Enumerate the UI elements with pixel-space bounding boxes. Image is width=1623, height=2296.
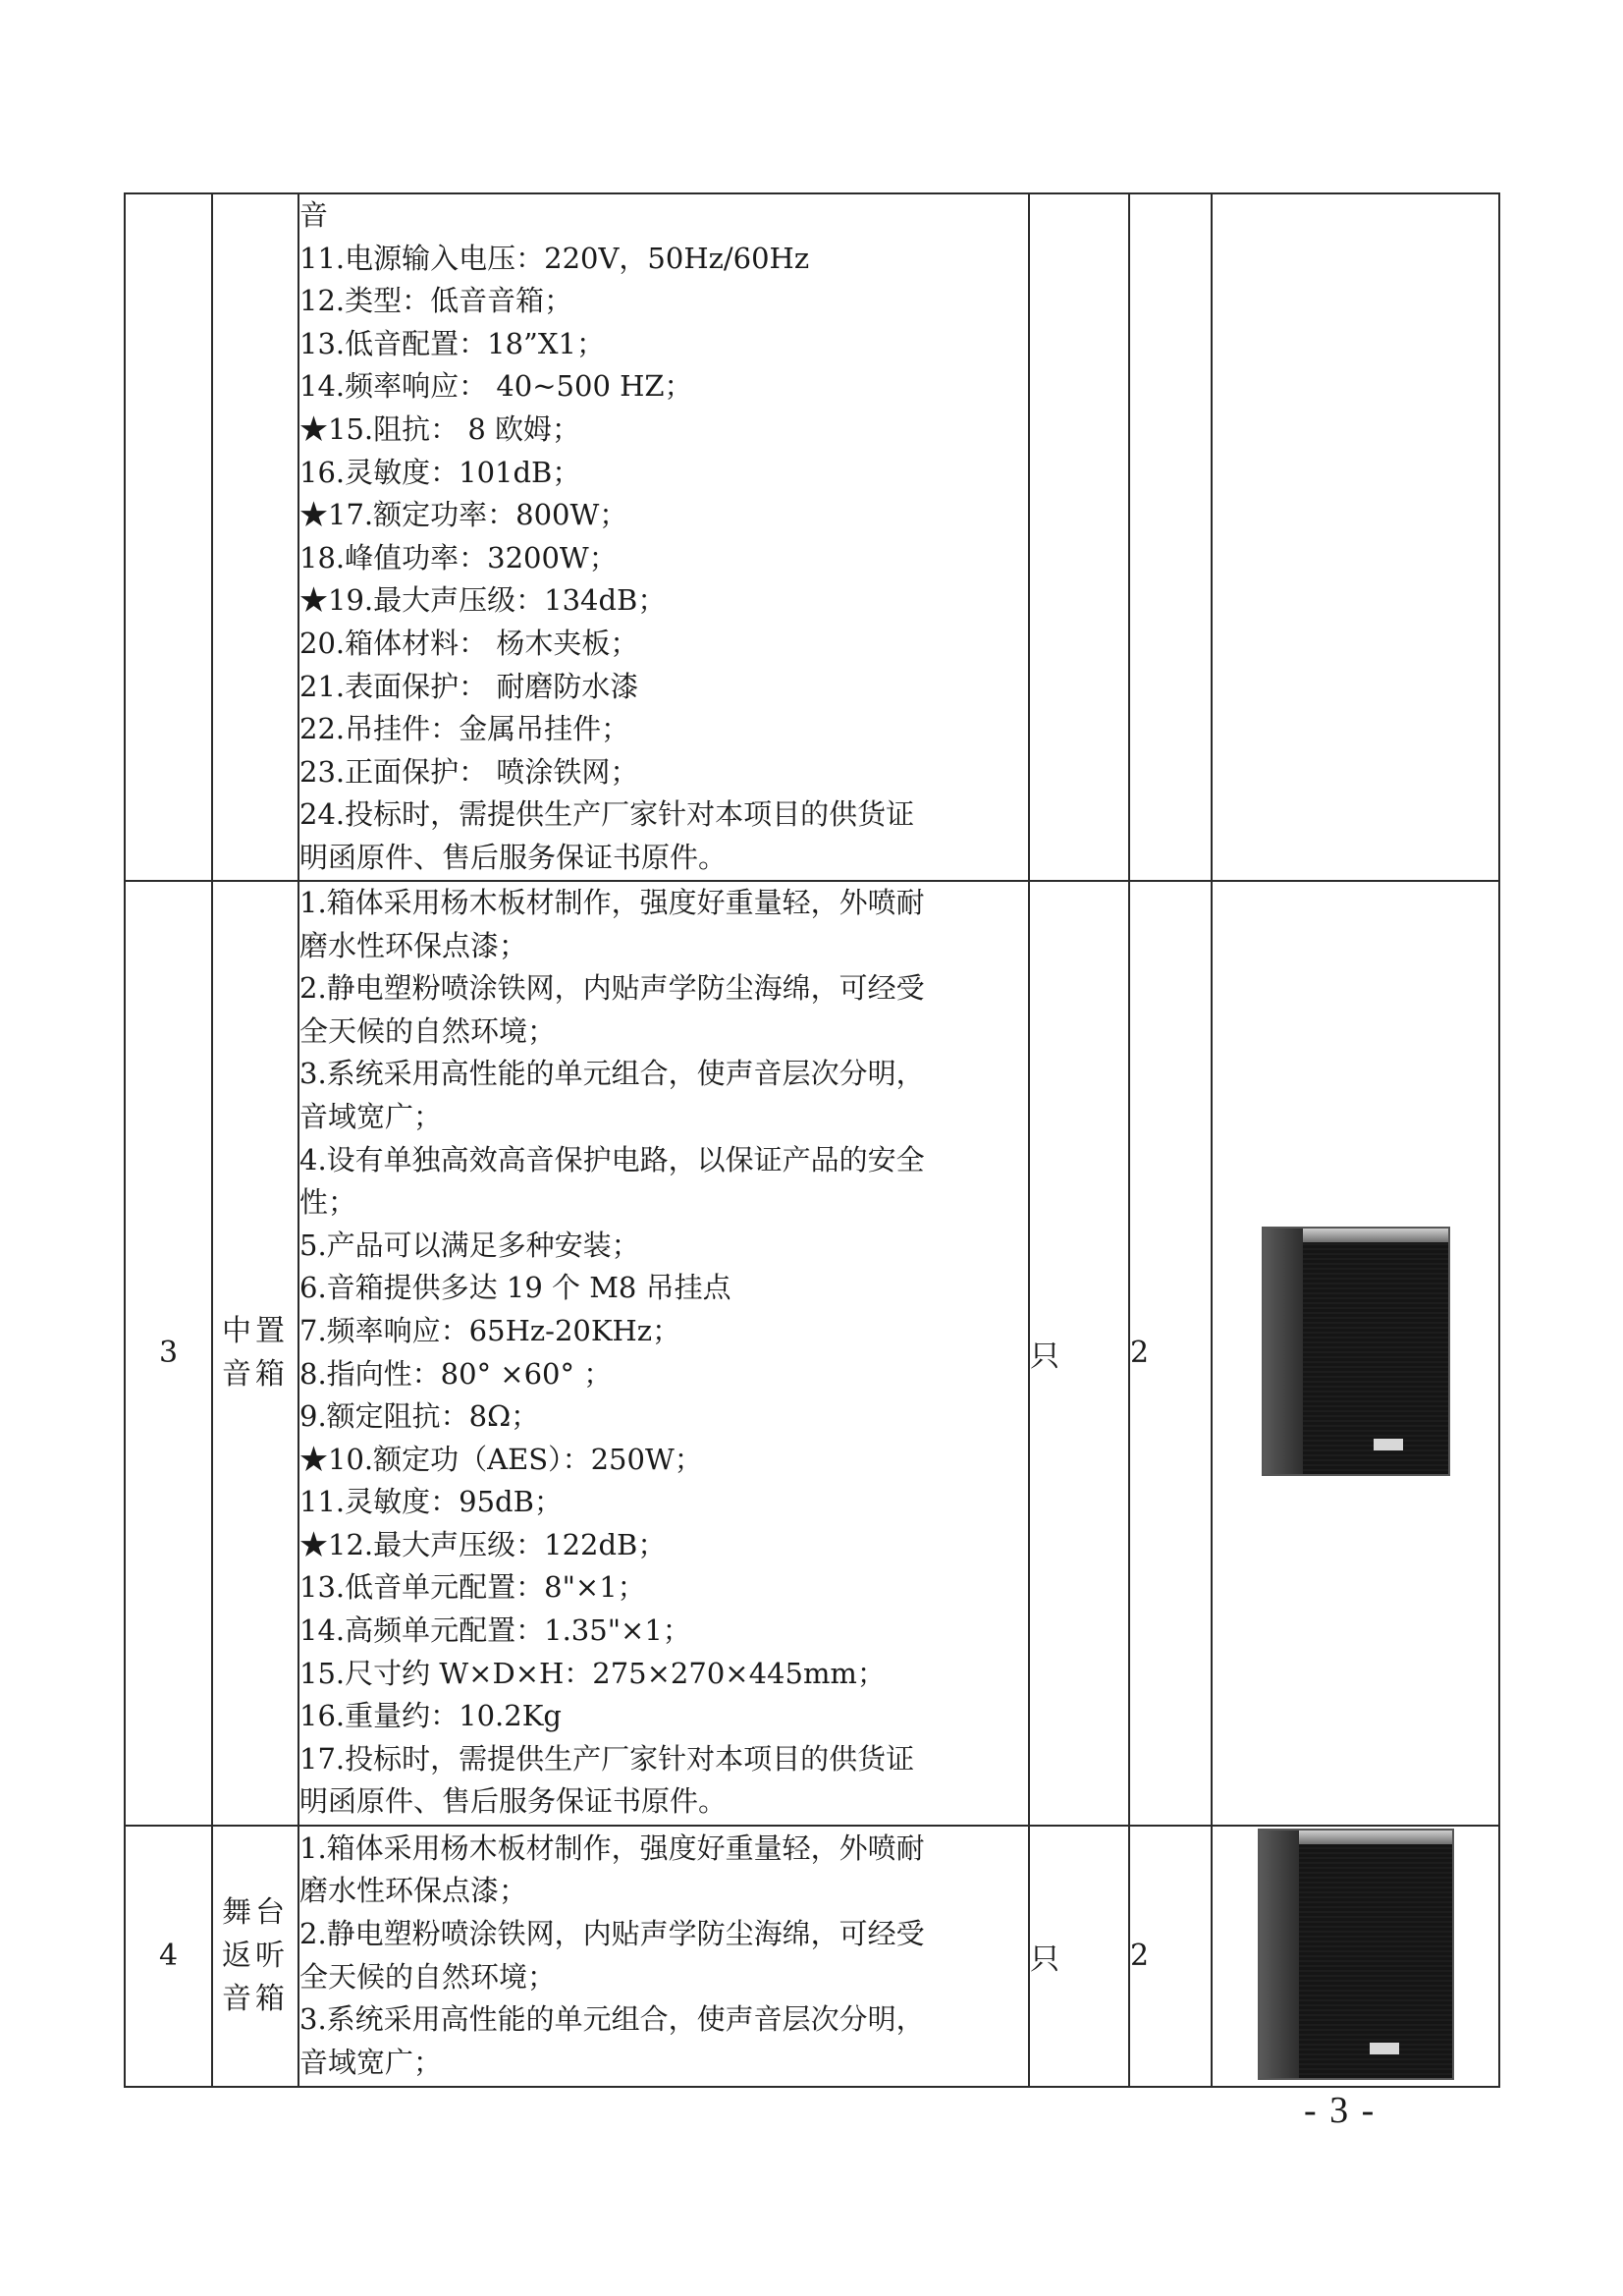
item-name-line: 音箱 [222,1981,289,2016]
spec-cell [298,193,1029,881]
brand-badge [1370,2043,1399,2054]
spec-line: 11.灵敏度：95dB； [299,1485,563,1519]
brand-badge [1374,1439,1403,1450]
table-row [125,881,1499,1826]
spec-line: 性； [299,1185,357,1220]
spec-line: 12.类型：低音音箱； [299,284,573,318]
row-number: 3 [125,881,212,1826]
spec-line: 磨水性环保点漆； [299,928,528,962]
row-number [125,193,212,881]
unit-cell: 只 [1029,881,1129,1826]
spec-line: 18.峰值功率：3200W； [299,540,618,574]
item-name [212,193,298,881]
spec-line: 3.系统采用高性能的单元组合，使声音层次分明， [299,2002,925,2037]
item-name-line: 舞台 [222,1894,289,1930]
spec-line: ★19.最大声压级：134dB； [299,583,667,618]
spec-line: 明函原件、售后服务保证书原件。 [299,840,728,874]
spec-line: 24.投标时，需提供生产厂家针对本项目的供货证 [299,797,915,832]
spec-line: 4.设有单独高效高音保护电路，以保证产品的安全 [299,1142,925,1176]
spec-line: 3.系统采用高性能的单元组合，使声音层次分明， [299,1057,925,1091]
quantity-cell [1129,193,1212,881]
spec-line: 20.箱体材料： 杨木夹板； [299,626,639,660]
spec-cell [298,881,1029,1826]
spec-line: 1.箱体采用杨木板材制作，强度好重量轻，外喷耐 [299,885,925,919]
spec-line: 13.低音单元配置：8"×1； [299,1570,646,1605]
spec-line: 音 [299,198,329,232]
image-cell [1212,193,1499,881]
page-number: - 3 - [1304,2090,1377,2131]
item-name-line: 音箱 [222,1356,289,1392]
spec-line: 21.表面保护： 耐磨防水漆 [299,669,639,703]
spec-line: 5.产品可以满足多种安装； [299,1228,640,1262]
product-photo [1262,1227,1450,1476]
item-name [212,1826,298,2087]
quantity-cell: 2 [1129,881,1212,1826]
item-name-line: 中置 [222,1313,289,1348]
spec-line: 14.高频单元配置：1.35"×1； [299,1613,691,1648]
spec-line: 磨水性环保点漆； [299,1874,528,1908]
spec-line: 16.重量约：10.2Kg [299,1699,562,1733]
image-cell [1212,1826,1499,2087]
spec-line: 明函原件、售后服务保证书原件。 [299,1784,728,1819]
spec-line: 23.正面保护： 喷涂铁网； [299,754,639,789]
spec-line: 全天候的自然环境； [299,1013,557,1048]
spec-line: 8.指向性：80° ×60° ； [299,1356,613,1391]
spec-line: 6.音箱提供多达 19 个 M8 吊挂点 [299,1271,731,1305]
spec-table [124,192,1500,2088]
quantity-cell: 2 [1129,1826,1212,2087]
image-cell [1212,881,1499,1826]
spec-line: 2.静电塑粉喷涂铁网，内贴声学防尘海绵，可经受 [299,1916,925,1950]
spec-line: 22.吊挂件：金属吊挂件； [299,712,630,746]
item-name-line: 返听 [222,1938,289,1973]
spec-line: ★17.额定功率：800W； [299,498,628,532]
spec-line: ★10.额定功（AES）：250W； [299,1442,703,1476]
table-row [125,193,1499,881]
spec-line: 音域宽广； [299,2045,443,2079]
product-photo [1258,1829,1454,2080]
spec-line: 13.低音配置：18”X1； [299,326,605,360]
unit-cell: 只 [1029,1826,1129,2087]
spec-line: 14.频率响应： 40~500 HZ； [299,369,693,404]
spec-line: ★12.最大声压级：122dB； [299,1527,667,1561]
spec-line: 2.静电塑粉喷涂铁网，内贴声学防尘海绵，可经受 [299,971,925,1006]
spec-line: 17.投标时，需提供生产厂家针对本项目的供货证 [299,1741,915,1776]
spec-line: 全天候的自然环境； [299,1959,557,1994]
table-row [125,1826,1499,2087]
spec-line: 15.尺寸约 W×D×H：275×270×445mm； [299,1656,886,1690]
spec-line: 11.电源输入电压：220V，50Hz/60Hz [299,241,810,275]
spec-line: 7.频率响应：65Hz-20KHz； [299,1313,681,1347]
item-name [212,881,298,1826]
spec-line: 9.额定阻抗：8Ω； [299,1399,540,1434]
row-number: 4 [125,1826,212,2087]
spec-line: 音域宽广； [299,1099,443,1133]
spec-line: ★15.阻抗： 8 欧姆； [299,411,581,446]
spec-cell [298,1826,1029,2087]
spec-line: 1.箱体采用杨木板材制作，强度好重量轻，外喷耐 [299,1831,925,1865]
spec-line: 16.灵敏度：101dB； [299,455,581,489]
unit-cell [1029,193,1129,881]
